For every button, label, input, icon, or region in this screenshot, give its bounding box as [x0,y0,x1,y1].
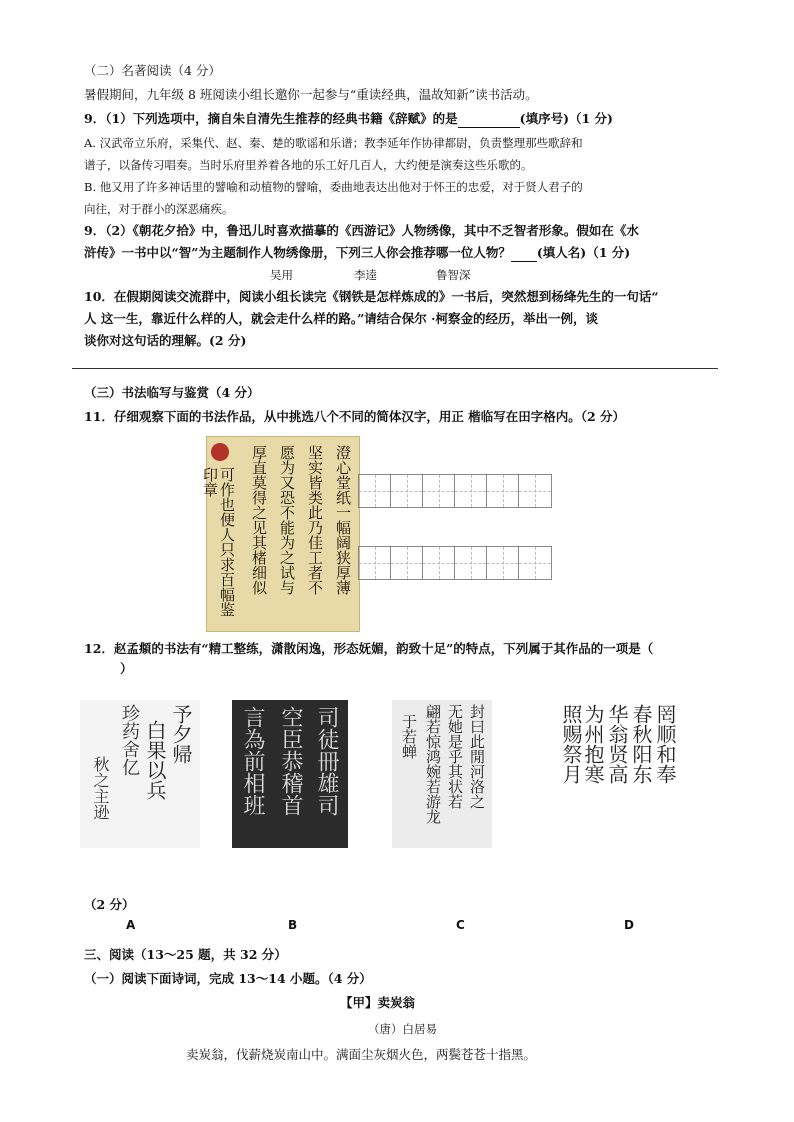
tianzige-cell[interactable] [423,475,455,507]
section-divider [72,368,718,369]
question-10-line-3: 谈你对这句话的理解。(2 分) [84,333,247,348]
calligraphy-artwork [201,436,360,632]
opt-a-col: 秋之主逊 [91,756,110,820]
question-9-1 [84,110,613,128]
tianzige-cell[interactable] [391,475,423,507]
opt-d-col: 华翁贤高 [605,704,629,784]
question-12-line-1: 12．赵孟頫的书法有“精工整练，潇散闲逸，形态妩媚，韵致十足”的特点，下列属于其作品的一项是（ [84,641,654,656]
poem-author: （唐）白居易 [368,1022,437,1036]
question-11: 11．仔细观察下面的书法作品，从中挑选八个不同的简体汉字，用正 楷临写在田字格内。（2 分） [84,409,626,424]
question-9-1-score: (填序号)（1 分) [519,111,613,126]
opt-b-col: 司徒冊雄司 [314,706,339,816]
tianzige-cell[interactable] [487,475,519,507]
opt-c-col: 无她是乎其状若 [446,704,464,809]
tianzige-cell[interactable] [391,547,423,579]
tianzige-row-2[interactable] [358,546,552,580]
choice-lu-zhishen: 鲁智深 [436,268,471,282]
callig-col-1: 澄心堂纸一幅阔狭厚薄 [334,445,352,595]
answer-blank-9-2[interactable] [511,247,537,262]
opt-d-col: 罔顺和奉 [653,704,677,784]
callig-col-5: 可作也便人只求百幅鉴印章 [201,467,236,617]
option-label-a: A [126,918,136,932]
opt-d-col: 春秋阳东 [629,704,653,784]
question-9-1-stem: 9．（1）下列选项中，摘自朱自清先生推荐的经典书籍《辞赋》的是 [84,111,458,126]
question-9-2-score: (填人名)（1 分) [536,245,631,260]
tianzige-cell[interactable] [455,547,487,579]
opt-d-col: 照赐祭月 [559,704,583,784]
tianzige-cell[interactable] [359,547,391,579]
option-c-calligraphy[interactable] [392,700,492,848]
option-b-line-2: 向往，对于群小的深恶痛疾。 [84,202,234,216]
tianzige-row-1[interactable] [358,474,552,508]
reading-sub-heading: （一）阅读下面诗词，完成 13～14 小题。（4 分） [84,971,372,986]
opt-b-col: 言為前相班 [240,706,265,816]
option-b-line-1: B. 他又用了许多神话里的譬喻和动植物的譬喻，委曲地表达出他对于怀王的忠爱，对于贤人君子的 [84,180,583,194]
opt-c-col: 封曰此閒河洛之 [468,704,486,809]
choice-wu-yong: 吴用 [270,268,293,282]
tianzige-cell[interactable] [519,547,551,579]
option-b-calligraphy[interactable] [232,700,348,848]
question-9-2-line-1: 9．（2）《朝花夕拾》中，鲁迅儿时喜欢描摹的《西游记》人物绣像，其中不乏智者形象。假如在《水 [84,223,639,238]
opt-a-col: 予夕帰 [169,704,193,764]
option-a-line-1: A. 汉武帝立乐府，采集代、赵、秦、楚的歌谣和乐谱；教李延年作协律都尉，负责整理那些歌辞和 [84,136,583,150]
section-heading-reading: 三、阅读（13～25 题，共 32 分） [84,947,287,962]
tianzige-cell[interactable] [455,475,487,507]
callig-col-3: 愿为又恐不能为之试与 [278,445,296,595]
option-d-calligraphy[interactable] [559,700,682,848]
section-heading-calligraphy: （三）书法临写与鉴赏（4 分） [84,385,260,400]
option-a-calligraphy[interactable] [80,700,200,848]
opt-a-col: 珍药舍亿 [119,704,140,776]
tianzige-cell[interactable] [359,475,391,507]
option-label-c: C [456,918,465,932]
option-label-d: D [624,918,634,932]
opt-d-col: 为州抱寒 [581,704,605,784]
opt-b-col: 空臣恭稽首 [278,706,303,816]
section-heading-classics: （二）名著阅读（4 分） [84,63,221,78]
callig-col-4: 厚直莫得之见其楮细似 [250,445,268,595]
poem-title: 【甲】卖炭翁 [340,995,416,1010]
question-9-2-line-2 [84,244,630,262]
answer-blank-9-1[interactable] [458,113,520,128]
red-seal-icon [211,443,229,461]
opt-c-col: 于若蝉 [400,714,418,759]
poem-line-1: 卖炭翁，伐薪烧炭南山中。满面尘灰烟火色，两鬓苍苍十指黑。 [186,1047,537,1062]
opt-a-col: 白果以兵 [143,720,167,800]
choice-li-kui: 李逵 [354,268,377,282]
activity-intro: 暑假期间，九年级 8 班阅读小组长邀你一起参与“重读经典，温故知新”读书活动。 [84,87,538,102]
question-12-line-2: ） [120,661,133,676]
question-10-line-2: 人 这一生，靠近什么样的人，就会走什么样的路。”请结合保尔 ·柯察金的经历，举出一例，谈 [84,311,598,326]
option-label-b: B [288,918,298,932]
callig-col-2: 坚实皆类此乃佳工者不 [306,445,324,595]
tianzige-cell[interactable] [519,475,551,507]
tianzige-cell[interactable] [423,547,455,579]
question-10-line-1: 10．在假期阅读交流群中，阅读小组长读完《钢铁是怎样炼成的》一书后，突然想到杨绛先生的一句话“ [84,289,659,304]
question-12-score: （2 分） [84,897,135,912]
tianzige-cell[interactable] [487,547,519,579]
question-9-2-stem: 浒传》一书中以“智”为主题制作人物绣像册，下列三人你会推荐哪一位人物？ [84,245,511,260]
option-a-line-2: 谱子，以备传习唱奏。当时乐府里养着各地的乐工好几百人，大约便是演奏这些乐歌的。 [84,158,533,172]
opt-c-col: 翩若惊鸿婉若游龙 [424,704,442,824]
